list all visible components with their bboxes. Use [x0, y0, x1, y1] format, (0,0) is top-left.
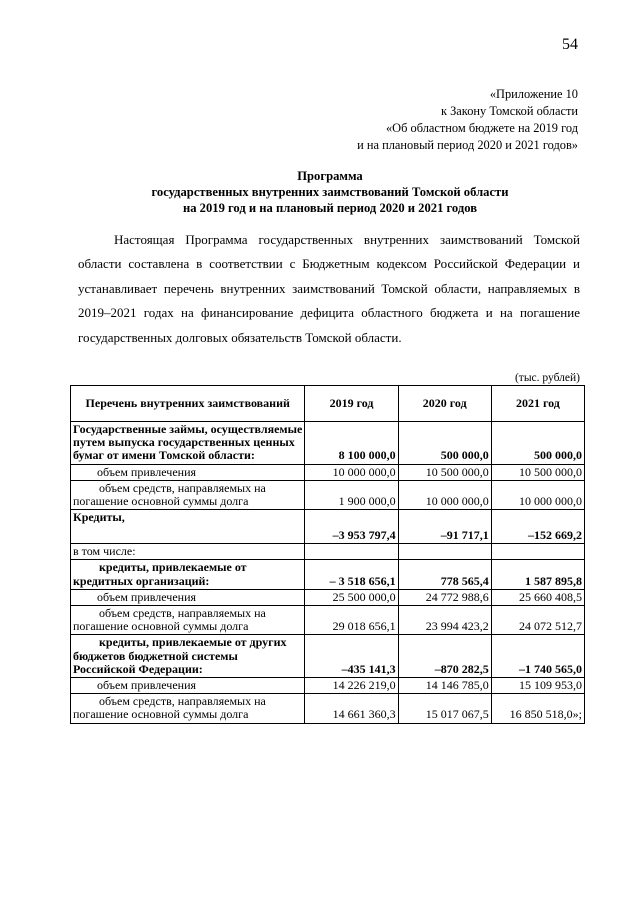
- borrowings-table: [70, 385, 585, 724]
- value-2021: 10 000 000,0: [491, 480, 584, 509]
- row-label: объем средств, направляемых на погашение основной суммы долга: [71, 480, 305, 509]
- title-line: Программа: [297, 169, 363, 183]
- value-2021: 10 500 000,0: [491, 464, 584, 480]
- page-number: 54: [562, 36, 578, 53]
- row-label: Кредиты,: [71, 510, 305, 544]
- value-2021: 25 660 408,5: [491, 589, 584, 605]
- intro-text: Настоящая Программа государственных внутренних заимствований Томской области составлена в соответствии с Бюджетным кодексом Российской Федерации и устанавливает перечень внутренних заимствований Томской области, направляемых в 2019–2021 годах на финансирование дефицита областного бюджета и на погашение государственных долговых обязательств Томской области.: [78, 232, 580, 345]
- value-2020: 10 500 000,0: [398, 464, 491, 480]
- value-2019: 8 100 000,0: [305, 422, 398, 465]
- value-2020: 500 000,0: [398, 422, 491, 465]
- value-2019: 25 500 000,0: [305, 589, 398, 605]
- table-header-row: [71, 386, 585, 422]
- value-2019: 1 900 000,0: [305, 480, 398, 509]
- value-2020: 24 772 988,6: [398, 589, 491, 605]
- value-2020: 10 000 000,0: [398, 480, 491, 509]
- value-2020: [398, 544, 491, 560]
- header-name: Перечень внутренних заимствований: [71, 386, 305, 422]
- value-2020: 15 017 067,5: [398, 694, 491, 723]
- title-line: государственных внутренних заимствований Томской области: [151, 185, 509, 199]
- units-label: (тыс. рублей): [514, 372, 580, 384]
- value-2019: –3 953 797,4: [305, 510, 398, 544]
- row-label: объем привлечения: [71, 464, 305, 480]
- value-2019: 10 000 000,0: [305, 464, 398, 480]
- row-label: кредиты, привлекаемые от кредитных организаций:: [71, 560, 305, 589]
- header-2021: 2021 год: [491, 386, 584, 422]
- row-label: в том числе:: [71, 544, 305, 560]
- value-2021: 500 000,0: [491, 422, 584, 465]
- value-2021: 16 850 518,0»;: [491, 694, 584, 723]
- value-2021: 1 587 895,8: [491, 560, 584, 589]
- value-2020: 778 565,4: [398, 560, 491, 589]
- row-label: объем привлечения: [71, 678, 305, 694]
- header-2019: 2019 год: [305, 386, 398, 422]
- value-2020: 23 994 423,2: [398, 606, 491, 635]
- table-row: [71, 635, 585, 678]
- value-2021: 24 072 512,7: [491, 606, 584, 635]
- table-row: [71, 544, 585, 560]
- table-row: [71, 606, 585, 635]
- appendix-line: «Приложение 10: [489, 87, 578, 101]
- row-label: объем привлечения: [71, 589, 305, 605]
- header-2020: 2020 год: [398, 386, 491, 422]
- value-2019: – 3 518 656,1: [305, 560, 398, 589]
- value-2020: 14 146 785,0: [398, 678, 491, 694]
- appendix-reference: [357, 86, 578, 154]
- value-2019: 14 661 360,3: [305, 694, 398, 723]
- row-label: Государственные займы, осуществляемые путем выпуска государственных ценных бумаг от имени Томской области:: [71, 422, 305, 465]
- intro-paragraph: [78, 228, 580, 350]
- table-row: [71, 480, 585, 509]
- appendix-line: и на плановый период 2020 и 2021 годов»: [357, 138, 578, 152]
- table-row: [71, 422, 585, 465]
- table-row: [71, 510, 585, 544]
- appendix-line: к Закону Томской области: [440, 104, 578, 118]
- table-row: [71, 464, 585, 480]
- table-row: [71, 694, 585, 723]
- row-label: объем средств, направляемых на погашение основной суммы долга: [71, 606, 305, 635]
- table-row: [71, 560, 585, 589]
- value-2019: 14 226 219,0: [305, 678, 398, 694]
- value-2020: –91 717,1: [398, 510, 491, 544]
- row-label: объем средств, направляемых на погашение основной суммы долга: [71, 694, 305, 723]
- value-2021: –1 740 565,0: [491, 635, 584, 678]
- value-2021: [491, 544, 584, 560]
- value-2021: –152 669,2: [491, 510, 584, 544]
- value-2019: [305, 544, 398, 560]
- value-2020: –870 282,5: [398, 635, 491, 678]
- appendix-line: «Об областном бюджете на 2019 год: [385, 121, 578, 135]
- document-title: [70, 168, 590, 216]
- value-2021: 15 109 953,0: [491, 678, 584, 694]
- value-2019: –435 141,3: [305, 635, 398, 678]
- title-line: на 2019 год и на плановый период 2020 и 2021 годов: [182, 201, 478, 215]
- row-label: кредиты, привлекаемые от других бюджетов бюджетной системы Российской Федерации:: [71, 635, 305, 678]
- value-2019: 29 018 656,1: [305, 606, 398, 635]
- table-row: [71, 678, 585, 694]
- table-row: [71, 589, 585, 605]
